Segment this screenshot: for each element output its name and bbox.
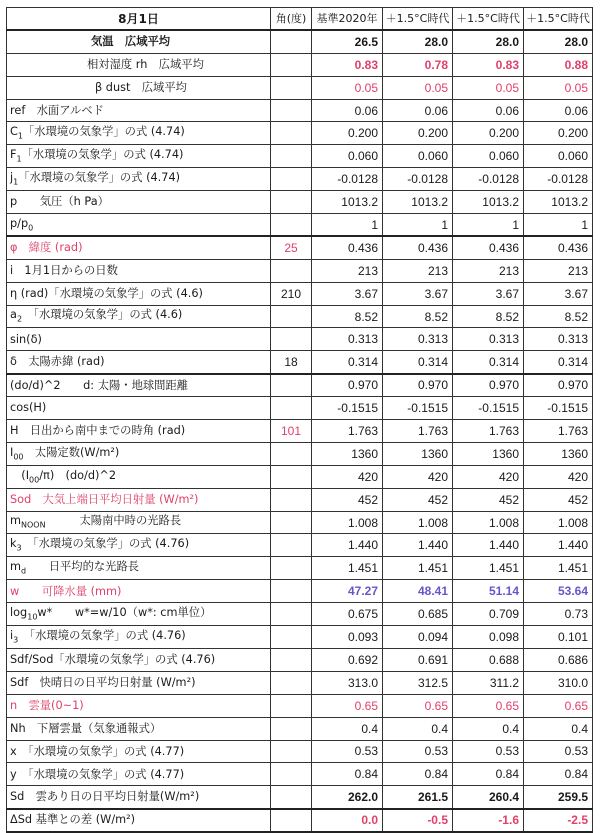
value-cell: 1013.2 (383, 191, 453, 214)
value-cell: 8.52 (453, 305, 524, 328)
row-label: $k_3$ 「水環境の気象学」の式 (4.76) (7, 534, 271, 557)
value-cell: 0.060 (383, 145, 453, 168)
value-cell: -0.1515 (524, 397, 593, 420)
value-cell: 1.008 (383, 511, 453, 534)
value-cell: 0.692 (312, 648, 383, 671)
value-cell: 1.451 (383, 557, 453, 580)
value-cell: 0.0 (312, 809, 383, 832)
value-cell: 0.101 (524, 626, 593, 649)
value-cell: 312.5 (383, 671, 453, 694)
value-cell: 28.0 (383, 30, 453, 53)
table-row-f1 (7, 145, 593, 168)
row-label: Sdf 快晴日の日平均日射量 (W/m²) (7, 671, 271, 694)
table-row-x (7, 740, 593, 763)
angle-cell: 210 (271, 282, 312, 305)
table-row-sd (7, 786, 593, 809)
angle-cell (271, 328, 312, 351)
row-label: $a_2$ 「水環境の気象学」の式 (4.6) (7, 305, 271, 328)
value-cell: 0.691 (383, 648, 453, 671)
table-row-sdf (7, 671, 593, 694)
value-cell: 0.709 (453, 603, 524, 626)
value-cell: 1.763 (524, 420, 593, 443)
value-cell: 1.763 (453, 420, 524, 443)
angle-cell (271, 305, 312, 328)
table-row-latitude (7, 236, 593, 259)
table-row-distance-ratio (7, 374, 593, 397)
value-cell: 259.5 (524, 786, 593, 809)
table-row-day-of-year (7, 259, 593, 282)
scenario1-header: ＋1.5°C時代 (383, 8, 453, 31)
angle-cell: 18 (271, 351, 312, 374)
value-cell: 0.970 (312, 374, 383, 397)
angle-cell (271, 717, 312, 740)
row-label: δ 太陽赤緯 (rad) (7, 351, 271, 374)
table-row-sod (7, 488, 593, 511)
row-label: n 雲量(0~1) (7, 694, 271, 717)
table-row-eta (7, 282, 593, 305)
value-cell: -2.5 (524, 809, 593, 832)
value-cell: 8.52 (524, 305, 593, 328)
value-cell: 1013.2 (524, 191, 593, 214)
table-row-nh (7, 717, 593, 740)
table-row-temperature (7, 30, 593, 53)
value-cell: 0.098 (453, 626, 524, 649)
value-cell: 47.27 (312, 580, 383, 603)
value-cell: 0.436 (312, 236, 383, 259)
angle-cell (271, 465, 312, 488)
value-cell: 420 (524, 465, 593, 488)
angle-cell (271, 557, 312, 580)
row-label: $i_3$ 「水環境の気象学」の式 (4.76) (7, 626, 271, 649)
row-label: β dust 広域平均 (7, 76, 271, 99)
angle-cell (271, 648, 312, 671)
value-cell: 420 (312, 465, 383, 488)
value-cell: 3.67 (453, 282, 524, 305)
row-label: Sod 大気上端日平均日射量 (W/m²) (7, 488, 271, 511)
angle-cell (271, 442, 312, 465)
value-cell: 1.008 (453, 511, 524, 534)
angle-cell (271, 488, 312, 511)
value-cell: 0.06 (453, 99, 524, 122)
value-cell: 452 (383, 488, 453, 511)
value-cell: 0.06 (524, 99, 593, 122)
value-cell: 1.008 (524, 511, 593, 534)
value-cell: -0.1515 (383, 397, 453, 420)
angle-cell (271, 763, 312, 786)
row-label: p 気圧（h Pa） (7, 191, 271, 214)
value-cell: 0.685 (383, 603, 453, 626)
value-cell: 313.0 (312, 671, 383, 694)
table-row-cloud-cover (7, 694, 593, 717)
value-cell: -0.1515 (312, 397, 383, 420)
value-cell: 0.83 (453, 53, 524, 76)
angle-cell (271, 397, 312, 420)
scenario2-header: ＋1.5°C時代 (453, 8, 524, 31)
value-cell: 213 (524, 259, 593, 282)
value-cell: 0.05 (312, 76, 383, 99)
value-cell: 0.060 (453, 145, 524, 168)
value-cell: -0.0128 (453, 168, 524, 191)
angle-cell (271, 259, 312, 282)
value-cell: 0.688 (453, 648, 524, 671)
value-cell: 53.64 (524, 580, 593, 603)
value-cell: 28.0 (453, 30, 524, 53)
value-cell: -0.5 (383, 809, 453, 832)
angle-cell (271, 626, 312, 649)
value-cell: 1360 (312, 442, 383, 465)
angle-cell (271, 76, 312, 99)
value-cell: 0.83 (312, 53, 383, 76)
angle-cell: 101 (271, 420, 312, 443)
value-cell: 1.440 (312, 534, 383, 557)
table-row-sin-delta (7, 328, 593, 351)
value-cell: -0.0128 (312, 168, 383, 191)
row-label: $j_1$「水環境の気象学」の式 (4.74) (7, 168, 271, 191)
value-cell: 0.53 (453, 740, 524, 763)
angle-cell (271, 580, 312, 603)
angle-cell (271, 534, 312, 557)
value-cell: -0.1515 (453, 397, 524, 420)
table-row-dust (7, 76, 593, 99)
table-row-declination (7, 351, 593, 374)
table-row-i3 (7, 626, 593, 649)
value-cell: 1360 (383, 442, 453, 465)
value-cell: 0.06 (312, 99, 383, 122)
table-row-i00-pi (7, 465, 593, 488)
value-cell: 0.970 (524, 374, 593, 397)
angle-header: 角(度) (271, 8, 312, 31)
row-label: $m_d$ 日平均的な光路長 (7, 557, 271, 580)
value-cell: 452 (524, 488, 593, 511)
value-cell: 0.65 (312, 694, 383, 717)
value-cell: 51.14 (453, 580, 524, 603)
value-cell: 0.970 (383, 374, 453, 397)
row-label: ref 水面アルベド (7, 99, 271, 122)
row-label: w 可降水量 (mm) (7, 580, 271, 603)
value-cell: 0.314 (312, 351, 383, 374)
angle-cell (271, 168, 312, 191)
row-label: $C_1$「水環境の気象学」の式 (4.74) (7, 122, 271, 145)
value-cell: 452 (453, 488, 524, 511)
value-cell: 213 (383, 259, 453, 282)
angle-cell (271, 214, 312, 237)
value-cell: 0.4 (383, 717, 453, 740)
value-cell: 0.436 (383, 236, 453, 259)
value-cell: 0.060 (524, 145, 593, 168)
value-cell: 1013.2 (453, 191, 524, 214)
table-row-pressure (7, 191, 593, 214)
value-cell: 213 (453, 259, 524, 282)
value-cell: 0.84 (312, 763, 383, 786)
value-cell: 1.440 (453, 534, 524, 557)
row-label: Sdf/Sod「水環境の気象学」の式 (4.76) (7, 648, 271, 671)
row-label: y 「水環境の気象学」の式 (4.77) (7, 763, 271, 786)
value-cell: 0.06 (383, 99, 453, 122)
angle-cell (271, 694, 312, 717)
value-cell: 0.53 (524, 740, 593, 763)
row-label: η (rad)「水環境の気象学」の式 (4.6) (7, 282, 271, 305)
value-cell: 0.4 (312, 717, 383, 740)
value-cell: 0.436 (524, 236, 593, 259)
value-cell: 1.008 (312, 511, 383, 534)
row-label: Sd 雲あり日の日平均日射量(W/m²) (7, 786, 271, 809)
row-label: (do/d)^2 d: 太陽・地球間距離 (7, 374, 271, 397)
value-cell: 48.41 (383, 580, 453, 603)
value-cell: 261.5 (383, 786, 453, 809)
value-cell: -1.6 (453, 809, 524, 832)
value-cell: 8.52 (312, 305, 383, 328)
value-cell: 1.440 (524, 534, 593, 557)
value-cell: 0.84 (383, 763, 453, 786)
value-cell: 0.84 (524, 763, 593, 786)
value-cell: 1 (524, 214, 593, 237)
table-row-cos-h (7, 397, 593, 420)
angle-cell (271, 511, 312, 534)
value-cell: 0.313 (524, 328, 593, 351)
value-cell: 1360 (524, 442, 593, 465)
value-cell: 420 (383, 465, 453, 488)
value-cell: 0.65 (453, 694, 524, 717)
value-cell: 0.970 (453, 374, 524, 397)
table-row-y (7, 763, 593, 786)
row-label: $F_1$「水環境の気象学」の式 (4.74) (7, 145, 271, 168)
table-row-delta-sd (7, 809, 593, 832)
value-cell: 3.67 (524, 282, 593, 305)
table-row-albedo (7, 99, 593, 122)
value-cell: 1.763 (312, 420, 383, 443)
value-cell: 0.4 (453, 717, 524, 740)
value-cell: 1.451 (312, 557, 383, 580)
row-label: φ 緯度 (rad) (7, 236, 271, 259)
angle-cell (271, 374, 312, 397)
value-cell: 262.0 (312, 786, 383, 809)
value-cell: 0.200 (383, 122, 453, 145)
value-cell: 3.67 (312, 282, 383, 305)
row-label: 気温 広域平均 (7, 30, 271, 53)
table-row-pressure-ratio (7, 214, 593, 237)
value-cell: 0.73 (524, 603, 593, 626)
angle-cell (271, 786, 312, 809)
angle-cell (271, 145, 312, 168)
table-row-sdf-sod (7, 648, 593, 671)
base-header: 基準2020年 (312, 8, 383, 31)
value-cell: 0.65 (383, 694, 453, 717)
row-label: H 日出から南中までの時角 (rad) (7, 420, 271, 443)
row-label: $p/p_0$ (7, 214, 271, 237)
value-cell: 8.52 (383, 305, 453, 328)
value-cell: 0.84 (453, 763, 524, 786)
value-cell: 0.05 (383, 76, 453, 99)
table-row-c1 (7, 122, 593, 145)
angle-cell (271, 99, 312, 122)
angle-cell (271, 603, 312, 626)
table-row-a2 (7, 305, 593, 328)
table-row-m-noon (7, 511, 593, 534)
row-label: 相対湿度 rh 広域平均 (7, 53, 271, 76)
value-cell: 1 (383, 214, 453, 237)
data-sheet (6, 7, 592, 833)
value-cell: 1.451 (453, 557, 524, 580)
angle-cell (271, 809, 312, 832)
value-cell: 0.65 (524, 694, 593, 717)
value-cell: 0.094 (383, 626, 453, 649)
angle-cell (271, 191, 312, 214)
table-row-j1 (7, 168, 593, 191)
value-cell: 213 (312, 259, 383, 282)
value-cell: 1013.2 (312, 191, 383, 214)
value-cell: 26.5 (312, 30, 383, 53)
value-cell: 311.2 (453, 671, 524, 694)
angle-cell (271, 53, 312, 76)
angle-cell (271, 671, 312, 694)
table-row-precipitable-water (7, 580, 593, 603)
table-row-k3 (7, 534, 593, 557)
angle-cell (271, 740, 312, 763)
value-cell: 0.686 (524, 648, 593, 671)
value-cell: 260.4 (453, 786, 524, 809)
value-cell: 0.88 (524, 53, 593, 76)
date-header: 8月1日 (7, 8, 271, 31)
calculation-table (6, 7, 593, 833)
row-label: x 「水環境の気象学」の式 (4.77) (7, 740, 271, 763)
row-label: $(I_{00}/\pi)$ (do/d)^2 (7, 465, 271, 488)
row-label: ΔSd 基準との差 (W/m²) (7, 809, 271, 832)
table-row-log-w (7, 603, 593, 626)
row-label: i 1月1日からの日数 (7, 259, 271, 282)
row-label: sin(δ) (7, 328, 271, 351)
table-row-humidity (7, 53, 593, 76)
value-cell: 1.763 (383, 420, 453, 443)
value-cell: 3.67 (383, 282, 453, 305)
row-label: cos(H) (7, 397, 271, 420)
value-cell: 1.451 (524, 557, 593, 580)
table-row-solar-constant (7, 442, 593, 465)
value-cell: 1360 (453, 442, 524, 465)
value-cell: 0.53 (312, 740, 383, 763)
value-cell: 0.53 (383, 740, 453, 763)
value-cell: 1 (453, 214, 524, 237)
value-cell: 0.313 (383, 328, 453, 351)
value-cell: 0.200 (524, 122, 593, 145)
value-cell: 310.0 (524, 671, 593, 694)
value-cell: 0.436 (453, 236, 524, 259)
row-label: $m_{NOON}$ 太陽南中時の光路長 (7, 511, 271, 534)
value-cell: 0.060 (312, 145, 383, 168)
value-cell: 28.0 (524, 30, 593, 53)
value-cell: 0.313 (312, 328, 383, 351)
value-cell: 0.05 (524, 76, 593, 99)
value-cell: 0.314 (453, 351, 524, 374)
row-label: Nh 下層雲量（気象通報式） (7, 717, 271, 740)
angle-cell (271, 30, 312, 53)
value-cell: 0.675 (312, 603, 383, 626)
scenario3-header: ＋1.5°C時代 (524, 8, 593, 31)
value-cell: -0.0128 (383, 168, 453, 191)
value-cell: 0.314 (524, 351, 593, 374)
value-cell: 0.313 (453, 328, 524, 351)
table-row-hour-angle (7, 420, 593, 443)
value-cell: 1 (312, 214, 383, 237)
value-cell: 0.05 (453, 76, 524, 99)
angle-cell (271, 122, 312, 145)
value-cell: 0.200 (312, 122, 383, 145)
value-cell: 420 (453, 465, 524, 488)
header-row (7, 8, 593, 31)
value-cell: -0.0128 (524, 168, 593, 191)
table-row-md (7, 557, 593, 580)
value-cell: 0.314 (383, 351, 453, 374)
value-cell: 0.200 (453, 122, 524, 145)
value-cell: 0.093 (312, 626, 383, 649)
value-cell: 1.440 (383, 534, 453, 557)
row-label: $I_{00}$ 太陽定数(W/m²) (7, 442, 271, 465)
value-cell: 0.78 (383, 53, 453, 76)
row-label: $\log_{10}w*$ w*=w/10（w*: cm単位） (7, 603, 271, 626)
value-cell: 452 (312, 488, 383, 511)
angle-cell: 25 (271, 236, 312, 259)
value-cell: 0.4 (524, 717, 593, 740)
